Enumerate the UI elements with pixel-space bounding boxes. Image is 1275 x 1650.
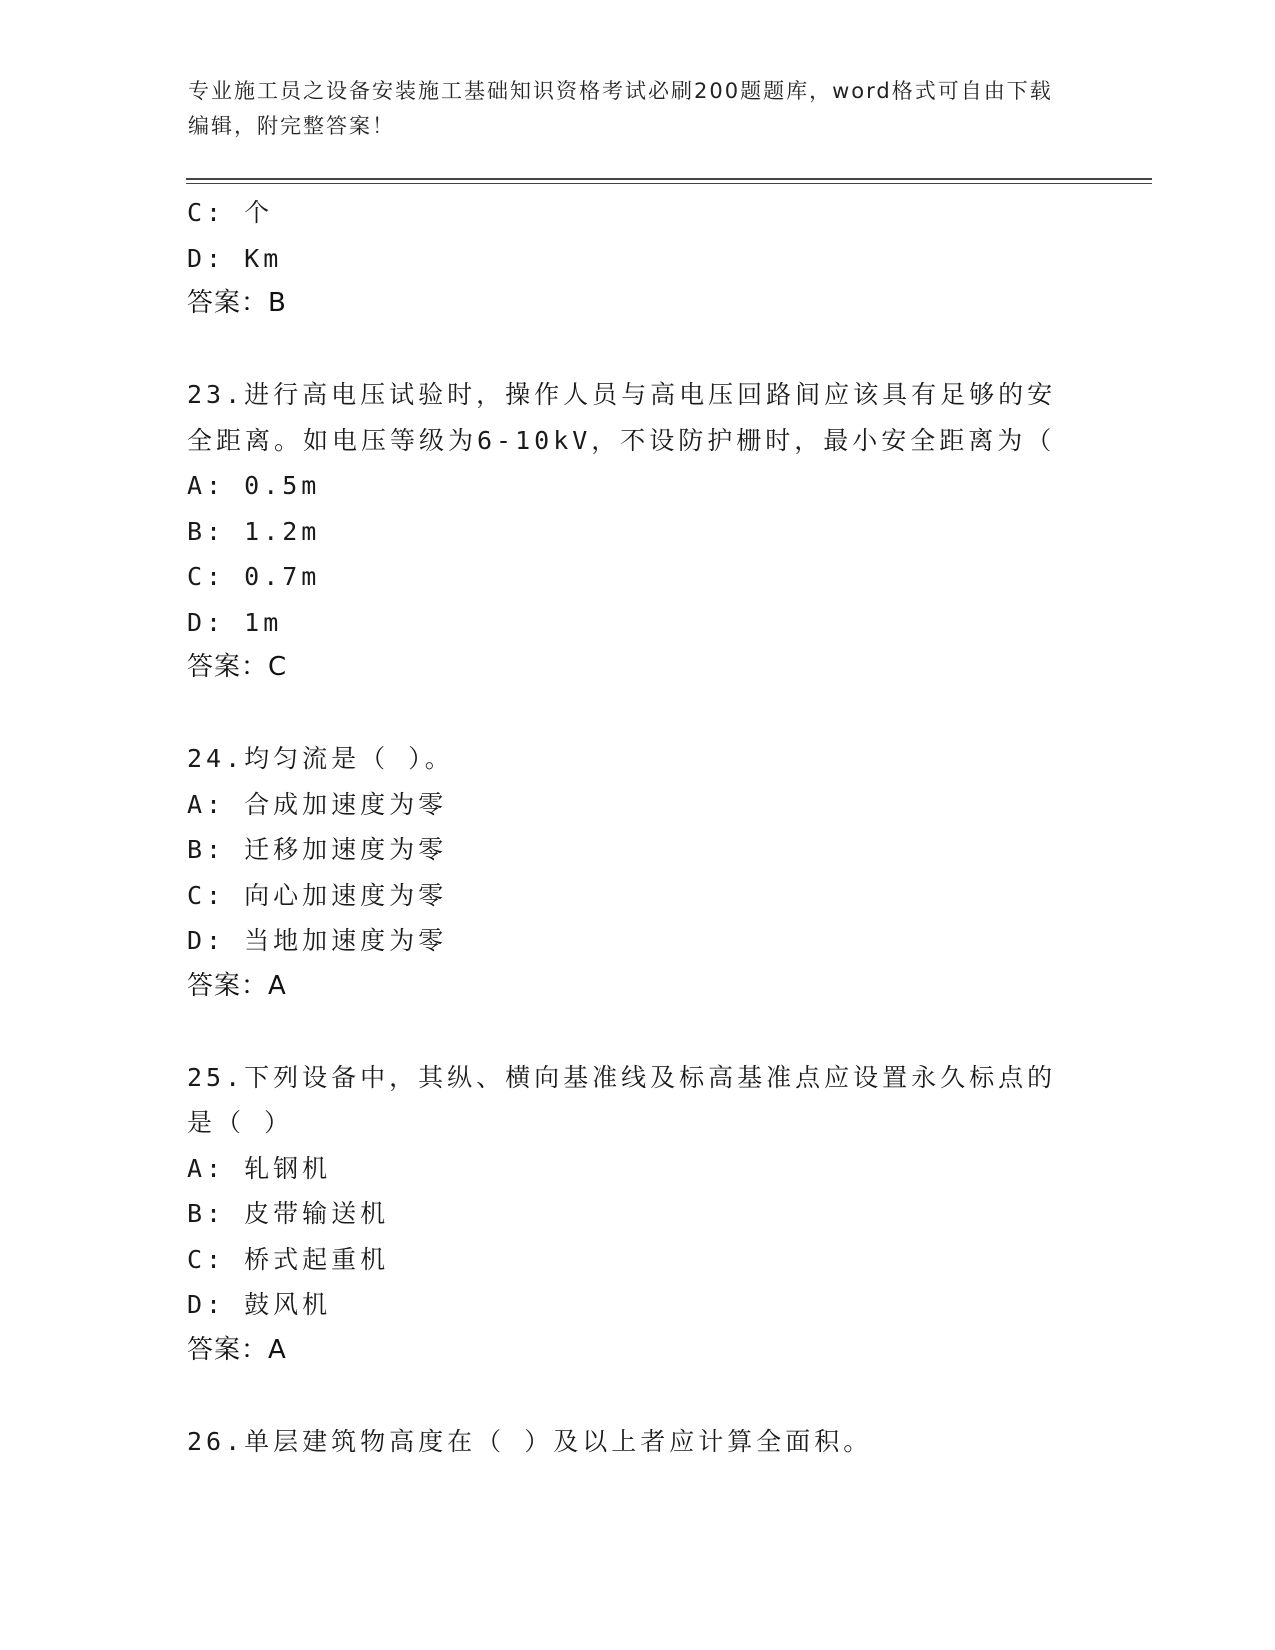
question-text: 26.单层建筑物高度在（ ）及以上者应计算全面积。: [187, 1426, 873, 1456]
option-b: B: 1.2m: [187, 516, 321, 546]
option-b: B: 皮带输送机: [187, 1199, 390, 1228]
question-26: [187, 1419, 1087, 1465]
answer-label: 答案：A: [187, 970, 287, 1001]
question-text: 25.下列设备中，其纵、横向基准线及标高基准点应设置永久标点的是（ ）: [187, 1062, 1057, 1137]
option-d: D: 1m: [187, 607, 283, 637]
option-c: C: 桥式起重机: [187, 1244, 390, 1274]
question-24: [187, 736, 1087, 1009]
option-c: C: 0.7m: [187, 562, 321, 591]
option-c: C: 个: [187, 198, 274, 227]
option-d: D: Km: [187, 243, 283, 273]
option-a: A: 轧钢机: [187, 1153, 332, 1183]
question-text: 24.均匀流是（ ）。: [187, 744, 454, 773]
question-22: [187, 190, 1087, 327]
spacer: [187, 327, 1087, 373]
spacer: [187, 1009, 1087, 1055]
answer-label: 答案：A: [187, 1334, 287, 1365]
option-c: C: 向心加速度为零: [187, 880, 448, 910]
spacer: [187, 691, 1087, 737]
document-header: 专业施工员之设备安装施工基础知识资格考试必刷200题题库，word格式可自由下载编辑，附完整答案！: [188, 79, 1053, 138]
option-a: A: 0.5m: [187, 471, 321, 500]
header-divider-thick: [186, 178, 1152, 180]
option-d: D: 鼓风机: [187, 1290, 332, 1319]
option-a: A: 合成加速度为零: [187, 789, 448, 819]
question-23: [187, 372, 1087, 691]
question-list: [187, 190, 1087, 1464]
spacer: [187, 1373, 1087, 1419]
header-divider-thin: [186, 183, 1152, 184]
question-text: 23.进行高电压试验时，操作人员与高电压回路间应该具有足够的安全距离。如电压等级为6-10kV，不设防护栅时，最小安全距离为（: [187, 380, 1057, 455]
option-d: D: 当地加速度为零: [187, 926, 448, 955]
option-b: B: 迁移加速度为零: [187, 835, 448, 864]
answer-label: 答案：C: [187, 652, 288, 682]
question-25: [187, 1055, 1087, 1374]
answer-label: 答案：B: [187, 288, 287, 318]
